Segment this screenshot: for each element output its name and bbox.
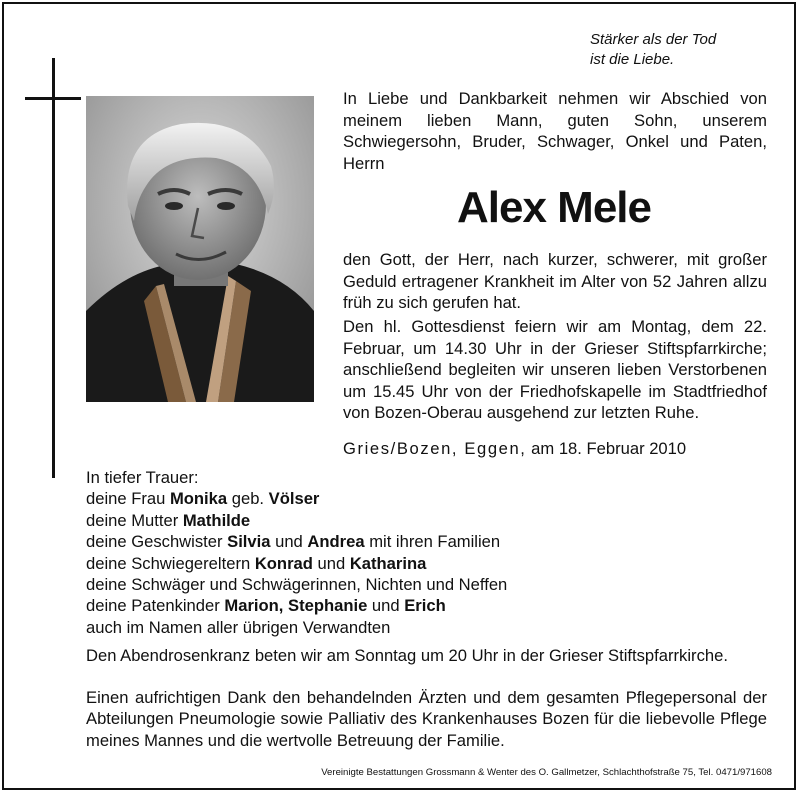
mourner-text: deine Patenkinder [86,596,225,616]
mourner-name: Mathilde [182,510,251,530]
mourner-name: Konrad [254,553,313,573]
mourner-line [86,488,507,509]
motto-line-2: ist die Liebe. [590,51,675,68]
mourner-line [86,531,507,552]
cross-icon-bar [25,97,81,100]
intro-text: In Liebe und Dankbarkeit nehmen wir Abschied von meinem lieben Mann, guten Sohn, unserem Schwiegersohn, Bruder, Schwager, Onkel und Paten, Herrn [343,89,767,173]
mourner-line [86,510,507,531]
rosary-paragraph [86,645,767,666]
mourner-name: Monika [169,489,228,509]
portrait-photo [86,96,314,402]
thanks-text: Einen aufrichtigen Dank den behandelnden Ärzten und dem gesamten Pflegepersonal der Abteilungen Pneumologie sowie Palliativ des Krankenhauses Bozen für die liebevolle Pflege meines Mannes und die wertvolle Betreuung der Familie. [86,688,767,750]
place: Gries/Bozen, Eggen, [343,439,527,458]
footer-credit: Vereinigte Bestattungen Grossmann & Wenter des O. Gallmetzer, Schlachthofstraße 75, Tel. 0471/971608 [321,767,772,778]
mourner-name: Andrea [307,532,365,552]
date: am 18. Februar 2010 [531,439,687,458]
deceased-name: Alex Mele [457,183,651,232]
mourner-line [86,553,507,574]
mourner-name: Marion, Stephanie [224,596,368,616]
death-text: den Gott, der Herr, nach kurzer, schwerer, mit großer Geduld ertragener Krankheit im Alter von 52 Jahren allzu früh zu sich gerufen hat. [343,250,767,313]
mourner-text: deine Geschwister [86,532,228,552]
mourner-text: und [270,532,308,552]
mourner-text: und [367,596,405,616]
mourners-list [86,467,507,638]
thanks-paragraph [86,687,767,751]
motto [590,30,716,70]
intro-paragraph [343,88,767,174]
mourner-text: deine Schwiegereltern [86,553,255,573]
service-paragraph [343,316,767,424]
motto-line-1: Stärker als der Tod [590,31,717,48]
mourner-line [86,595,507,616]
cross-icon [52,58,55,478]
mourner-name: Völser [268,489,320,509]
mourner-name: Katharina [349,553,427,573]
mourner-name: Erich [404,596,446,616]
rosary-text: Den Abendrosenkranz beten wir am Sonntag um 20 Uhr in der Grieser Stiftspfarrkirche. [86,646,728,665]
death-paragraph [343,249,767,314]
mourner-line: deine Schwäger und Schwägerinnen, Nichten und Neffen [86,575,508,595]
place-date [343,438,686,460]
mourners-heading: In tiefer Trauer: [86,468,199,487]
mourner-text: und [312,553,350,573]
mourner-text: mit ihren Familien [364,532,501,552]
mourner-text: deine Frau [86,489,170,509]
service-text: Den hl. Gottesdienst feiern wir am Montag, dem 22. Februar, um 14.30 Uhr in der Grieser Stiftspfarrkirche; anschließend begleiten wir unseren lieben Verstorbenen um 15.45 Uhr von der Friedhofskapelle im Stadtfriedhof von Bozen-Oberau ausgehend zur letzten Ruhe. [343,317,767,423]
mourner-line: auch im Namen aller übrigen Verwandten [86,617,391,637]
mourner-text: geb. [227,489,269,509]
mourner-name: Silvia [227,532,271,552]
mourner-text: deine Mutter [86,510,183,530]
